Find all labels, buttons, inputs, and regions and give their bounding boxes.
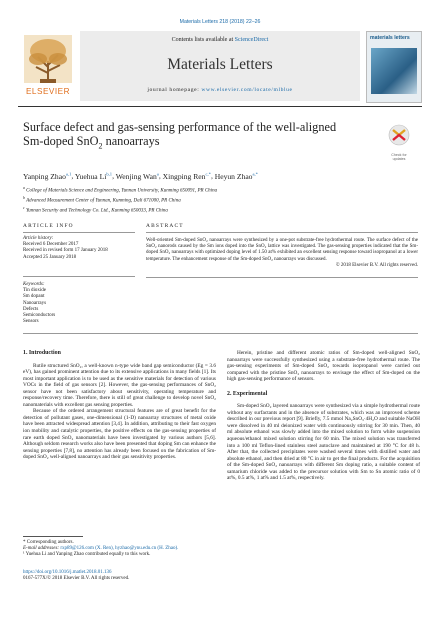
intro-paragraph: Rutile structured SnO₂, a well-known n-type wide band gap semiconductor (Eg = 3.6 eV), has gained prominent attention due to its extensive applications in many fields [1]. Its most important application is to be used as the sensitive materials for detection of various VOCs in the field of gas sensors [2]. However, the gas-sensing performances of SnO₂ sensor have not been satisfactory about sensitivity, operating temperature and response/recovery time. Therefore, there is still of great challenge to develop novel SnO₂ nanomaterials with excellent gas sensing properties. (23, 362, 216, 408)
author[interactable]: Wenjing Wan$^a$ (115, 171, 159, 181)
homepage-link[interactable]: www.elsevier.com/locate/mlblue (201, 87, 293, 93)
journal-reference[interactable]: Materials Letters 218 (2018) 22–26 (179, 19, 261, 25)
keyword[interactable]: Tin dioxide (23, 288, 47, 294)
affiliation: $^b$ Advanced Measurement Center of Yunnan, Kunming, Dali 671000, PR China (23, 195, 181, 204)
keywords-label: Keywords: (23, 282, 45, 287)
journal-cover-image (366, 31, 422, 103)
crossmark-icon (384, 124, 414, 148)
keyword[interactable]: Defects (23, 306, 39, 312)
info-divider (23, 276, 135, 277)
article-info-heading: ARTICLE INFO (23, 223, 74, 229)
keyword[interactable]: Nanoarrays (23, 300, 47, 306)
crossmark-label: Check for updates (391, 153, 407, 162)
homepage-prefix: journal homepage: (147, 87, 202, 93)
author[interactable]: Yanping Zhao$^{a,1}$ (23, 171, 72, 181)
article-info-rule (23, 232, 135, 233)
keyword[interactable]: Sm dopant (23, 294, 45, 300)
equal-contribution-note: ¹ Yuehua Li and Yanping Zhao contributed equally to this work. (23, 552, 151, 558)
contents-prefix: Contents lists available at (171, 37, 235, 43)
affiliation: $^a$ College of Materials Science and Engineering, Yunnan University, Kunming 650091, PR China (23, 186, 218, 194)
left-column (23, 350, 216, 461)
history-entry: Received 6 December 2017 (23, 242, 79, 248)
title-line-2 (23, 134, 383, 154)
email-note: E-mail addresses: rxp89@126.com (X. Ren), hyzhao@ynu.edu.cn (H. Zhao). (23, 546, 179, 552)
history-entry: Received in revised form 17 January 2018 (23, 248, 108, 254)
cover-title: materials letters (370, 35, 410, 41)
abstract-copyright: © 2018 Elsevier B.V. All rights reserved. (335, 262, 418, 268)
intro-paragraph: Herein, pristine and different atomic ratios of Sm-doped well-aligned SnO₂ nanoarrays were successfully synthesized using a substrate-free hydrothermal route. The gas-sensing experiments of Sm-doped SnO₂ towards isopropanol were carried out compared with the pristine SnO₂ nanoarrays to envisage the effect of Sm-doped on the high gas-sensing performance of sensors. (227, 350, 420, 383)
corresponding-note: * Corresponding authors. (23, 540, 74, 545)
history-label: Article history: (23, 236, 54, 241)
experimental-heading: 2. Experimental (227, 390, 268, 397)
journal-title: Materials Letters (167, 56, 273, 73)
email-links[interactable]: rxp89@126.com (X. Ren), hyzhao@ynu.edu.cn (H. Zhao). (60, 546, 179, 552)
keyword[interactable]: Semiconductors (23, 313, 56, 319)
introduction-heading: 1. Introduction (23, 350, 61, 356)
doi-block (23, 570, 243, 582)
publisher-name: ELSEVIER (25, 87, 71, 96)
intro-paragraph: Because of the ordered arrangement structural features are of great benefit for the detection of pollutant gases, one-dimensional (1-D) nanoarray structures of metal oxide have been attracted widespread attention [3,4]. In addition, attributing to their fast oxygen ion mobility and catalytic properties, the positive effects on the gas-sensing properties of rare earth doped SnO₂ nanomaterials have been investigated by various authors [5,6]. Although seldom research works also have been presented that doping Sm can enhance the sensing properties [7,8], no attention has already been focused on the fabrication of Sm-doped SnO₂ well-aligned nanoarrays and their gas sensitivity properties. (23, 408, 216, 461)
header-rule (18, 106, 422, 107)
cover-art (371, 48, 417, 94)
affiliation: $^c$ Yunnan Security and Technology Co. Ltd., Kunming 650033, PR China (23, 205, 168, 214)
journal-homepage-line (80, 87, 360, 93)
frontmatter-bottom-rule (23, 333, 418, 334)
title-part-a: Sm-doped SnO (23, 134, 99, 149)
author[interactable]: Heyun Zhao$^{a,*}$ (214, 171, 258, 181)
article-title (23, 120, 383, 154)
keyword[interactable]: Sensors (23, 319, 39, 325)
abstract-heading: ABSTRACT (146, 223, 184, 229)
history-entry: Accepted 25 January 2018 (23, 254, 77, 260)
experimental-paragraph: Sm-doped SnO₂ layered nanoarrays were synthesized via a simple hydrothermal route without any surfactants and in the absence of substrates, which was an improved scheme described in our previous report [9]. Briefly, 7.5 mmol Na₂SnO₃·4H₂O and suitable NaOH were dissolved in 40 ml deionized water with continuously stirring for 30 min. Then, 40 ml absolute ethanol was slowly added into the mixed solution to form white suspension aqueous/ethanol mixed solution stirring for 60 min. The mixed solution was transferred into a 100 ml Teflon-lined stainless steel autoclave and maintained at 190 °C for 48 h. After that, the collected precipitates were washed several times with distilled water and absolute ethanol, and then dried at 80 °C in air to get the final products. For the acquisition of the Sm-doped SnO₂ nanoarrays with different Sm doping ratio, a suitable content of samarium chloride was added to the precursor solution with Sm to Sn atomic ratio of 0 at%, 0.5 at%, 1 at% and 1.5 at%, respectively. (227, 403, 420, 482)
article-history (23, 236, 133, 261)
author[interactable]: Yuehua Li$^{b,1}$ (74, 171, 113, 181)
abstract-paragraph: Well-oriented Sm-doped SnO₂ nanoarrays were synthesized by a one-pot substrate-free hydrothermal route. The surface defect of the SnO₂ nanorods caused by the Sm ions doped into the SnO₂ lattice was investigated. The gas-sensing properties indicated that the Sm-doped SnO₂ nanoarrays with optimized doping level of 1.50 at% exhibited an excellent sensing response toward isopropanol at a lower temperature. The enhancement response of the Sm-doped SnO₂ nanoarrays was discussed. (146, 238, 418, 262)
check-for-updates-badge[interactable] (384, 124, 414, 162)
elsevier-logo (20, 31, 76, 101)
title-part-b: nanoarrays (102, 134, 160, 149)
abstract-body (146, 238, 418, 269)
doi-link[interactable]: https://doi.org/10.1016/j.matlet.2018.01.136 (23, 570, 112, 575)
title-line-1: Surface defect and gas-sensing performance of the well-aligned (23, 120, 337, 134)
author-list: Yanping Zhao$^{a,1}$, Yuehua Li$^{b,1}$, Wenjing Wan$^a$, Xingping Ren$^{c,*}$, Heyun Zhao$^{a,*}$ (23, 171, 258, 181)
sciencedirect-link[interactable]: ScienceDirect (234, 37, 269, 43)
abstract-top-rule (146, 232, 418, 233)
title-subscript: 2 (98, 141, 103, 151)
keyword-list (23, 282, 133, 325)
author[interactable]: Xingping Ren$^{c,*}$ (162, 171, 211, 181)
affiliation-list (23, 185, 423, 215)
footnotes (23, 540, 216, 559)
footnote-rule (23, 536, 83, 537)
abstract-bottom-rule (146, 277, 418, 278)
right-column (227, 350, 420, 482)
contents-line (80, 37, 360, 43)
issn-line: 0167-577X/© 2018 Elsevier B.V. All rights reserved. (23, 576, 130, 582)
